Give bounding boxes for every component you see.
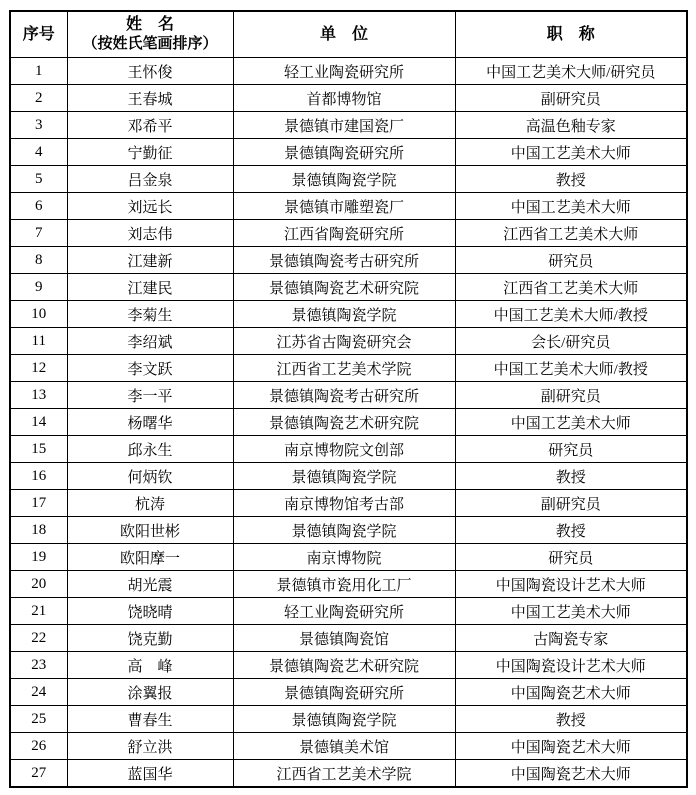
row-name-cell: 蓝国华	[67, 760, 233, 788]
table-row	[10, 760, 687, 788]
row-unit-cell: 景德镇陶瓷学院	[233, 517, 455, 544]
row-title-cell: 江西省工艺美术大师	[455, 220, 687, 247]
table-row	[10, 112, 687, 139]
row-title-cell: 中国陶瓷设计艺术大师	[455, 652, 687, 679]
table-row	[10, 328, 687, 355]
row-name-cell: 欧阳摩一	[67, 544, 233, 571]
row-index-cell: 12	[10, 355, 67, 382]
row-unit-cell: 景德镇陶瓷研究所	[233, 679, 455, 706]
row-title-cell: 中国陶瓷艺术大师	[455, 733, 687, 760]
table-row	[10, 409, 687, 436]
row-unit-cell: 江西省工艺美术学院	[233, 760, 455, 788]
row-unit-cell: 首都博物馆	[233, 85, 455, 112]
row-title-cell: 教授	[455, 166, 687, 193]
row-index-cell: 5	[10, 166, 67, 193]
table-row	[10, 733, 687, 760]
row-index-cell: 23	[10, 652, 67, 679]
row-index-cell: 9	[10, 274, 67, 301]
header-index-label: 序号	[22, 25, 55, 43]
table-body	[10, 58, 687, 788]
header-unit-label: 单 位	[319, 25, 368, 43]
row-title-cell: 中国工艺美术大师	[455, 193, 687, 220]
table-row	[10, 706, 687, 733]
table-row	[10, 247, 687, 274]
row-unit-cell: 轻工业陶瓷研究所	[233, 58, 455, 85]
row-name-cell: 胡光震	[67, 571, 233, 598]
row-index-cell: 22	[10, 625, 67, 652]
row-unit-cell: 景德镇陶瓷学院	[233, 706, 455, 733]
table-row	[10, 382, 687, 409]
row-name-cell: 李一平	[67, 382, 233, 409]
table-row	[10, 355, 687, 382]
table-row	[10, 166, 687, 193]
row-name-cell: 欧阳世彬	[67, 517, 233, 544]
row-title-cell: 教授	[455, 463, 687, 490]
table-row	[10, 652, 687, 679]
row-title-cell: 教授	[455, 706, 687, 733]
table-row	[10, 85, 687, 112]
row-title-cell: 教授	[455, 517, 687, 544]
row-title-cell: 研究员	[455, 247, 687, 274]
row-name-cell: 饶晓晴	[67, 598, 233, 625]
table-row	[10, 139, 687, 166]
row-index-cell: 16	[10, 463, 67, 490]
row-title-cell: 中国工艺美术大师/教授	[455, 301, 687, 328]
row-index-cell: 8	[10, 247, 67, 274]
row-title-cell: 中国陶瓷设计艺术大师	[455, 571, 687, 598]
table-row	[10, 220, 687, 247]
row-title-cell: 中国陶瓷艺术大师	[455, 679, 687, 706]
row-title-cell: 中国工艺美术大师	[455, 598, 687, 625]
row-unit-cell: 景德镇陶瓷学院	[233, 166, 455, 193]
row-title-cell: 会长/研究员	[455, 328, 687, 355]
row-unit-cell: 景德镇陶瓷艺术研究院	[233, 409, 455, 436]
row-index-cell: 26	[10, 733, 67, 760]
header-title	[455, 11, 687, 58]
table-row	[10, 490, 687, 517]
row-name-cell: 吕金泉	[67, 166, 233, 193]
row-name-cell: 涂翼报	[67, 679, 233, 706]
header-row	[10, 11, 687, 58]
table-row	[10, 58, 687, 85]
row-unit-cell: 景德镇陶瓷学院	[233, 301, 455, 328]
row-name-cell: 何炳钦	[67, 463, 233, 490]
row-index-cell: 25	[10, 706, 67, 733]
row-name-cell: 杨曙华	[67, 409, 233, 436]
row-index-cell: 14	[10, 409, 67, 436]
row-index-cell: 3	[10, 112, 67, 139]
table-row	[10, 517, 687, 544]
row-index-cell: 20	[10, 571, 67, 598]
row-unit-cell: 景德镇陶瓷学院	[233, 463, 455, 490]
row-unit-cell: 景德镇市建国瓷厂	[233, 112, 455, 139]
row-name-cell: 江建新	[67, 247, 233, 274]
row-title-cell: 高温色釉专家	[455, 112, 687, 139]
row-unit-cell: 景德镇陶瓷考古研究所	[233, 247, 455, 274]
row-name-cell: 刘远长	[67, 193, 233, 220]
row-index-cell: 4	[10, 139, 67, 166]
table-row	[10, 625, 687, 652]
row-name-cell: 高 峰	[67, 652, 233, 679]
row-index-cell: 6	[10, 193, 67, 220]
row-unit-cell: 江西省陶瓷研究所	[233, 220, 455, 247]
row-name-cell: 王春城	[67, 85, 233, 112]
table-row	[10, 544, 687, 571]
row-index-cell: 1	[10, 58, 67, 85]
header-name-label: 姓 名	[125, 16, 174, 34]
row-title-cell: 副研究员	[455, 85, 687, 112]
row-title-cell: 中国工艺美术大师	[455, 409, 687, 436]
row-name-cell: 江建民	[67, 274, 233, 301]
row-unit-cell: 江苏省古陶瓷研究会	[233, 328, 455, 355]
row-unit-cell: 江西省工艺美术学院	[233, 355, 455, 382]
row-unit-cell: 景德镇市雕塑瓷厂	[233, 193, 455, 220]
row-index-cell: 27	[10, 760, 67, 788]
row-title-cell: 中国工艺美术大师	[455, 139, 687, 166]
row-name-cell: 李文跃	[67, 355, 233, 382]
table-row	[10, 679, 687, 706]
row-unit-cell: 轻工业陶瓷研究所	[233, 598, 455, 625]
row-unit-cell: 景德镇陶瓷馆	[233, 625, 455, 652]
row-title-cell: 研究员	[455, 544, 687, 571]
header-name	[67, 11, 233, 58]
row-name-cell: 曹春生	[67, 706, 233, 733]
row-index-cell: 2	[10, 85, 67, 112]
row-index-cell: 7	[10, 220, 67, 247]
row-unit-cell: 景德镇陶瓷艺术研究院	[233, 652, 455, 679]
table-row	[10, 463, 687, 490]
table-row	[10, 301, 687, 328]
row-unit-cell: 景德镇陶瓷研究所	[233, 139, 455, 166]
row-name-cell: 舒立洪	[67, 733, 233, 760]
row-title-cell: 研究员	[455, 436, 687, 463]
row-title-cell: 中国工艺美术大师/研究员	[455, 58, 687, 85]
row-name-cell: 邱永生	[67, 436, 233, 463]
row-unit-cell: 南京博物院	[233, 544, 455, 571]
row-unit-cell: 景德镇陶瓷艺术研究院	[233, 274, 455, 301]
row-title-cell: 中国陶瓷艺术大师	[455, 760, 687, 788]
header-title-label: 职 称	[546, 25, 595, 43]
row-index-cell: 11	[10, 328, 67, 355]
table-header	[10, 11, 687, 58]
row-unit-cell: 景德镇美术馆	[233, 733, 455, 760]
table-row	[10, 274, 687, 301]
header-index	[10, 11, 67, 58]
row-unit-cell: 景德镇陶瓷考古研究所	[233, 382, 455, 409]
row-title-cell: 江西省工艺美术大师	[455, 274, 687, 301]
row-title-cell: 古陶瓷专家	[455, 625, 687, 652]
row-index-cell: 17	[10, 490, 67, 517]
row-name-cell: 李绍斌	[67, 328, 233, 355]
row-index-cell: 10	[10, 301, 67, 328]
row-name-cell: 宁勤征	[67, 139, 233, 166]
row-name-cell: 邓希平	[67, 112, 233, 139]
table-row	[10, 436, 687, 463]
row-index-cell: 24	[10, 679, 67, 706]
row-index-cell: 19	[10, 544, 67, 571]
row-name-cell: 杭涛	[67, 490, 233, 517]
table-row	[10, 193, 687, 220]
row-title-cell: 副研究员	[455, 490, 687, 517]
row-title-cell: 副研究员	[455, 382, 687, 409]
row-index-cell: 13	[10, 382, 67, 409]
row-unit-cell: 景德镇市瓷用化工厂	[233, 571, 455, 598]
header-unit	[233, 11, 455, 58]
row-name-cell: 王怀俊	[67, 58, 233, 85]
header-name-note: （按姓氏笔画排序）	[82, 36, 218, 53]
row-index-cell: 15	[10, 436, 67, 463]
row-name-cell: 李菊生	[67, 301, 233, 328]
row-unit-cell: 南京博物院文创部	[233, 436, 455, 463]
row-index-cell: 18	[10, 517, 67, 544]
table-row	[10, 571, 687, 598]
table-row	[10, 598, 687, 625]
row-title-cell: 中国工艺美术大师/教授	[455, 355, 687, 382]
row-name-cell: 饶克勤	[67, 625, 233, 652]
row-unit-cell: 南京博物馆考古部	[233, 490, 455, 517]
experts-table	[9, 10, 688, 788]
row-index-cell: 21	[10, 598, 67, 625]
row-name-cell: 刘志伟	[67, 220, 233, 247]
